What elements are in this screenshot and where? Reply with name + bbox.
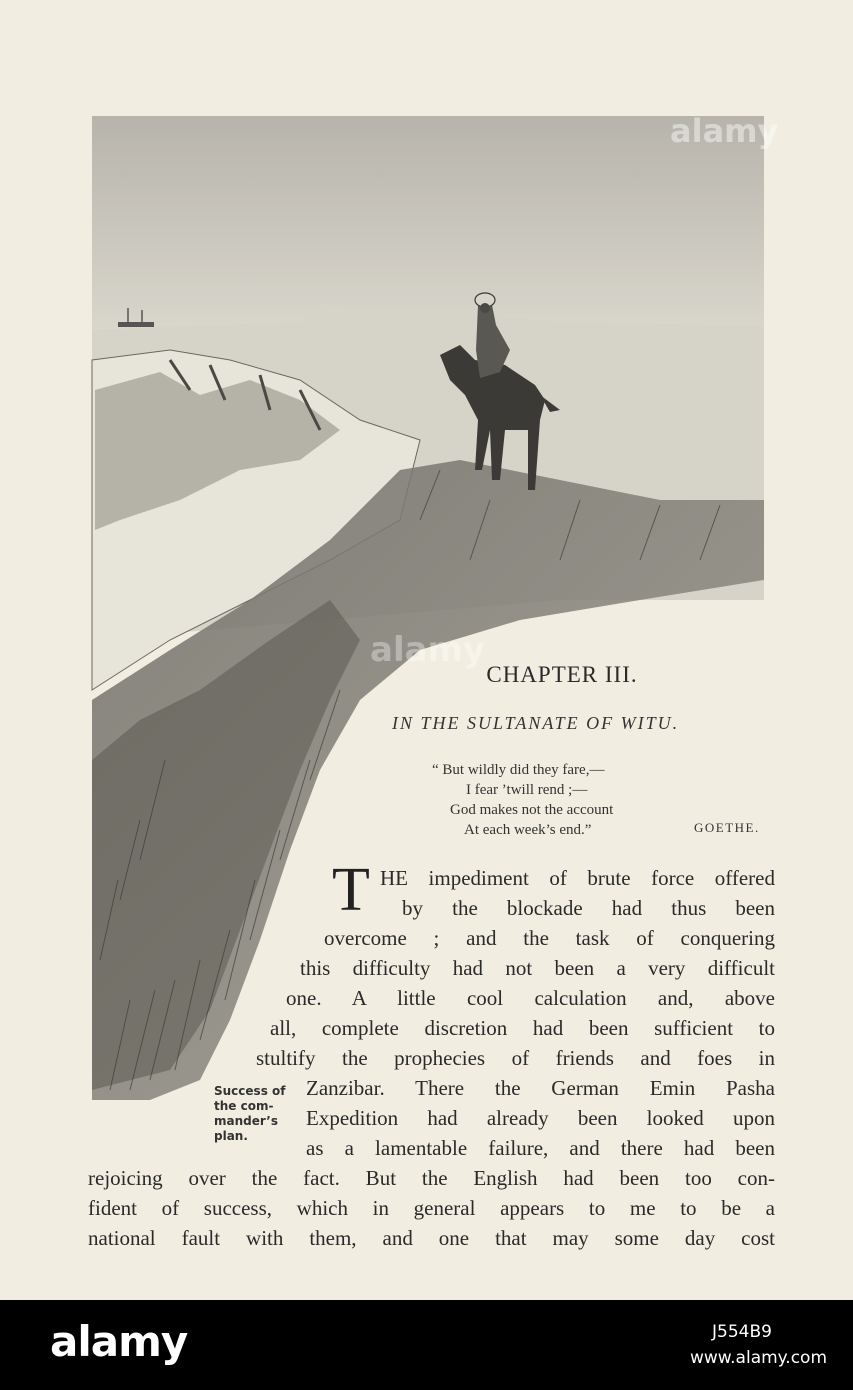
text-line: this difficulty had not been a very difficult [300, 956, 775, 980]
chapter-subtitle: IN THE SULTANATE OF WITU. [392, 713, 680, 733]
epigraph-line: I fear ’twill rend ;— [466, 782, 588, 798]
text-line: Expedition had already been looked upon [306, 1106, 775, 1130]
epigraph-line: “ But wildly did they fare,— [432, 762, 605, 778]
epigraph-attribution: GOETHE. [694, 820, 760, 835]
watermark: alamy [670, 112, 779, 150]
site-url[interactable]: www.alamy.com [690, 1348, 828, 1368]
text-line: overcome ; and the task of conquering [324, 926, 775, 950]
text-line: HE impediment of brute force offered [380, 866, 775, 890]
text-line: by the blockade had thus been [402, 896, 775, 920]
epigraph-line: At each week’s end.” [464, 822, 592, 838]
margin-note [214, 1084, 304, 1144]
text-line: all, complete discretion had been sufficient to [270, 1016, 775, 1040]
margin-note-line: the com- [214, 1099, 274, 1113]
text-line: fident of success, which in general appears to me to be a [88, 1196, 775, 1220]
watermark: alamy [370, 630, 486, 670]
chapter-title: CHAPTER III. [486, 662, 638, 687]
text-line: national fault with them, and one that may some day cost [88, 1226, 775, 1250]
margin-note-line: plan. [214, 1129, 248, 1143]
drop-cap: T [332, 856, 370, 924]
margin-note-line: Success of [214, 1084, 286, 1098]
text-line: one. A little cool calculation and, above [286, 986, 775, 1010]
text-line: as a lamentable failure, and there had been [306, 1136, 775, 1160]
margin-note-line: mander’s [214, 1114, 278, 1128]
image-id: J554B9 [712, 1322, 772, 1342]
text-line: Zanzibar. There the German Emin Pasha [306, 1076, 775, 1100]
text-line: rejoicing over the fact. But the English had been too con- [88, 1166, 775, 1190]
text-line: stultify the prophecies of friends and foes in [256, 1046, 775, 1070]
alamy-logo[interactable]: alamy [50, 1317, 188, 1366]
epigraph-line: God makes not the account [450, 802, 614, 818]
